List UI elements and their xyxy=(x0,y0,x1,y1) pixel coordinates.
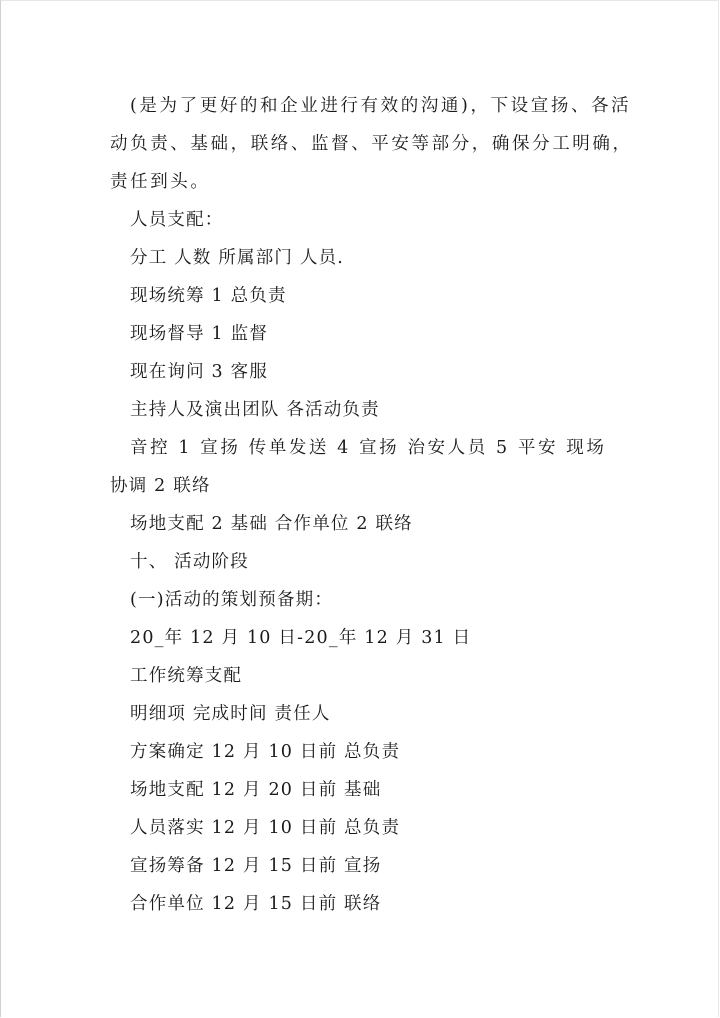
section-heading: 人员支配： xyxy=(130,210,224,230)
task-row: 方案确定 12 月 10 日前 总负责 xyxy=(130,742,401,762)
staff-row: 主持人及演出团队 各活动负责 xyxy=(130,400,380,420)
task-row: 宣扬筹备 12 月 15 日前 宣扬 xyxy=(130,856,382,876)
section-heading: 十、 活动阶段 xyxy=(130,552,249,572)
staff-row: 现场督导 1 监督 xyxy=(130,324,269,344)
date-range: 20_年 12 月 10 日-20_年 12 月 31 日 xyxy=(130,628,472,648)
staff-row: 协调 2 联络 xyxy=(110,476,211,496)
task-row: 合作单位 12 月 15 日前 联络 xyxy=(130,894,382,914)
staff-row: 音控 1 宣扬 传单发送 4 宣扬 治安人员 5 平安 现场 xyxy=(130,438,607,458)
subsection-heading: (一)活动的策划预备期： xyxy=(130,590,334,610)
table-header-line: 分工 人数 所属部门 人员. xyxy=(130,248,345,268)
staff-row: 场地支配 2 基础 合作单位 2 联络 xyxy=(130,514,413,534)
paragraph-line: 责任到头。 xyxy=(110,172,211,192)
task-row: 场地支配 12 月 20 日前 基础 xyxy=(130,780,382,800)
table-header-line: 明细项 完成时间 责任人 xyxy=(130,704,331,724)
task-row: 人员落实 12 月 10 日前 总负责 xyxy=(130,818,401,838)
paragraph-line: (是为了更好的和企业进行有效的沟通)，下设宣扬、各活 xyxy=(130,96,632,116)
paragraph-line: 动负责、基础，联络、监督、平安等部分，确保分工明确， xyxy=(110,134,633,154)
staff-row: 现场统筹 1 总负责 xyxy=(130,286,287,306)
subsection-heading: 工作统筹支配 xyxy=(130,666,243,686)
staff-row: 现在询问 3 客服 xyxy=(130,362,269,382)
